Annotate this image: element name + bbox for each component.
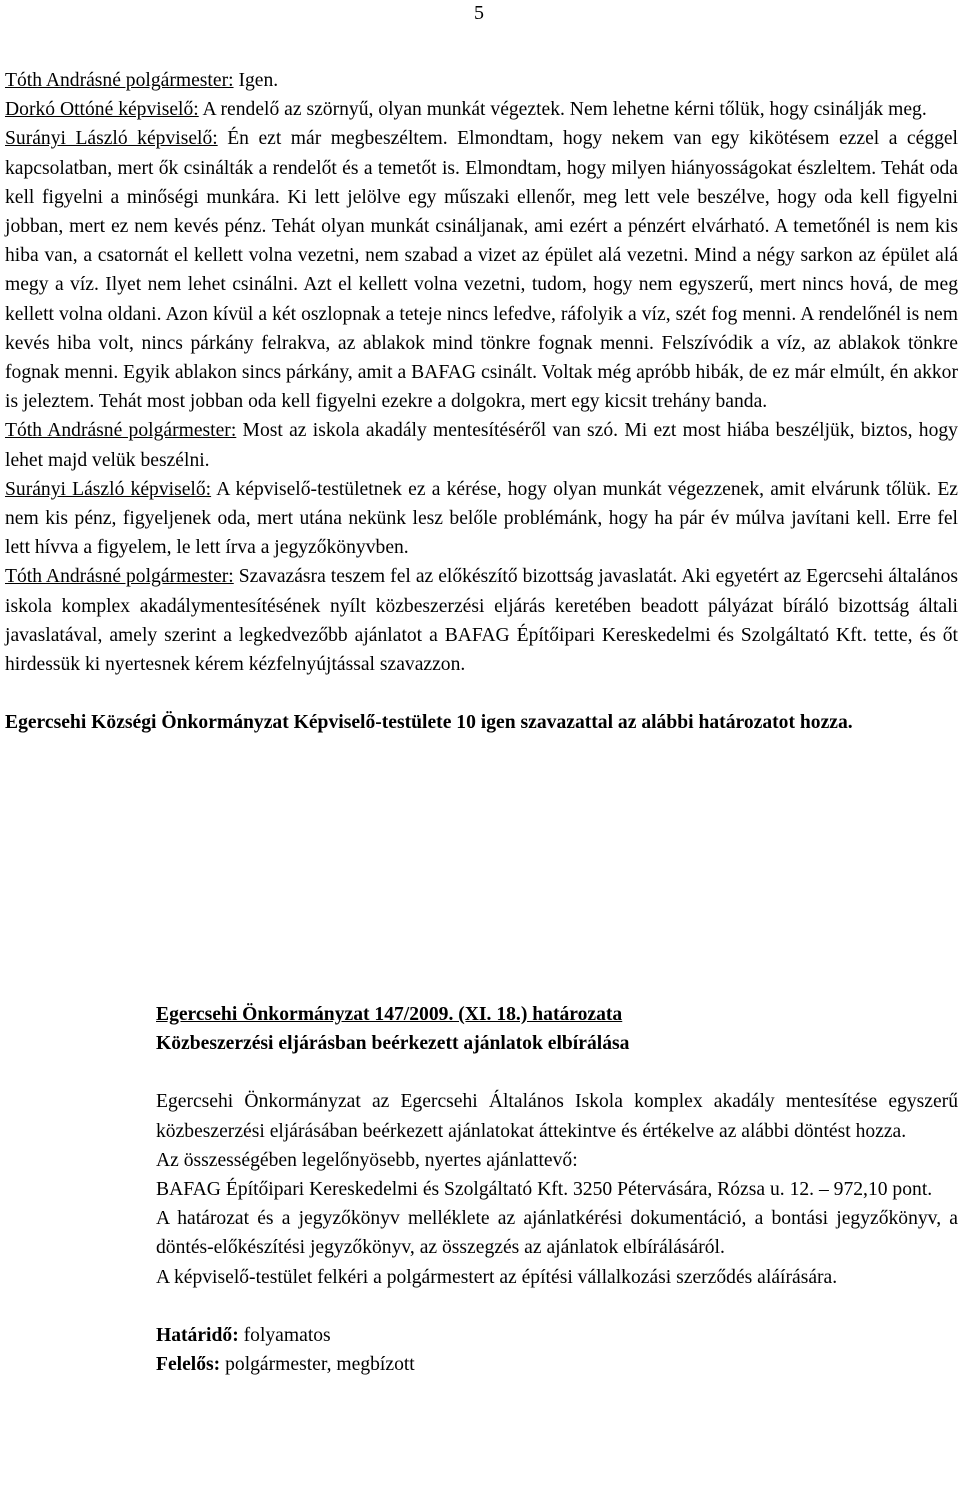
speaker-name: Tóth Andrásné polgármester: — [5, 420, 237, 442]
page-number: 5 — [474, 2, 484, 24]
deadline-label: Határidő: — [156, 1324, 239, 1346]
speech-text: A rendelő az szörnyű, olyan munkát végeztek. Nem lehetne kérni tőlük, hogy csinálják meg. — [198, 99, 927, 121]
speaker-name: Surányi László képviselő: — [5, 128, 218, 150]
responsible-label: Felelős: — [156, 1354, 221, 1376]
resolution-subtitle: Közbeszerzési eljárásban beérkezett ajánlatok elbírálása — [156, 1033, 630, 1055]
speaker-name: Tóth Andrásné polgármester: — [5, 70, 234, 91]
resolution-paragraph: A képviselő-testület felkéri a polgármestert az építési vállalkozási szerződés aláírására. — [156, 1266, 838, 1288]
deadline-value: folyamatos — [238, 1324, 331, 1346]
paragraph-mayor-1 — [5, 66, 958, 95]
resolution-block — [156, 1000, 958, 1379]
speaker-name: Dorkó Ottóné képviselő: — [5, 99, 199, 121]
speaker-name: Surányi László képviselő: — [5, 478, 212, 500]
speech-text: Most az iskola akadály mentesítéséről van szó. Mi ezt most hiába beszéljük, biztos, hogy lehet majd velük beszélni. — [5, 420, 958, 471]
speech-text: Én ezt már megbeszéltem. Elmondtam, hogy nekem van egy kikötésem ezzel a céggel kapcsolatban, mert ők csinálták a rendelőt és a temetőt is. Elmondtam, hogy milyen hiányosságokat észleltem. Tehát oda kell figyelni a minőségi munkára. Ki lett jelölve egy műszaki ellenőr, meg lett vele beszélve, hogy oda kell figyelni jobban, mert ez nem kevés pénz. Tehát olyan munkát csináljanak, ami ezért a pénzért elvárható. A temetőnél is nem kis hiba van, a csatornát el kellett volna vezetni, nem szabad a vizet az épület alá vezetni. Mind a négy sarkon az épület alá megy a víz. Ilyet nem lehet csinálni. Azt el kellett volna vezetni, tudom, hogy nem egyszerű, mert nincs hová, de meg kellett volna oldani. Azon kívül a két oszlopnak a teteje nincs lefedve, ráfolyik a víz, szét fog menni. A rendelőnél is nem kevés hiba volt, nincs párkány felrakva, az ablakok mind tönkre fognak menni. Felszívódik a víz, az ablakok tönkre fognak menni. Egyik ablakon sincs párkány, amit a BAFAG csinált. Voltak még apróbb hibák, de ez már elmúlt, én akkor is jeleztem. Tehát most jobban oda kell figyelni ezekre a dolgokra, mert egy kicsit trehány banda. — [5, 128, 959, 413]
resolution-paragraph: Az összességében legelőnyösebb, nyertes ajánlattevő: — [156, 1149, 578, 1171]
speech-text: Szavazásra teszem fel az előkészítő bizottság javaslatát. Aki egyetért az Egercsehi általános iskola komplex akadálymentesítésének nyílt közbeszerzési eljárás keretében beadott pályázat bíráló bizottság általi javaslatával, amely szerint a legkedvezőbb ajánlatot a BAFAG Építőipari Kereskedelmi és Szolgáltató Kft. tette, és őt hirdessük ki nyertesnek kérem kézfelnyújtással szavazzon. — [5, 566, 958, 676]
resolution-paragraph: BAFAG Építőipari Kereskedelmi és Szolgáltató Kft. 3250 Pétervására, Rózsa u. 12. – 972,10 pont. — [156, 1179, 933, 1201]
paragraph-mayor-2 — [5, 416, 958, 474]
vote-statement: Egercsehi Községi Önkormányzat Képviselő-testülete 10 igen szavazattal az alábbi határozatot hozza. — [5, 712, 853, 734]
resolution-paragraph: Egercsehi Önkormányzat az Egercsehi Általános Iskola komplex akadály mentesítése egyszerű közbeszerzési eljárásában beérkezett ajánlatokat áttekintve és értékelve az alábbi döntést hozza. — [156, 1091, 958, 1142]
paragraph-suranyi-1 — [5, 124, 958, 416]
speaker-name: Tóth Andrásné polgármester: — [5, 566, 234, 588]
speech-text: A képviselő-testületnek ez a kérése, hogy olyan munkát végezzenek, amit elvárunk tőlük. Ez nem kis pénz, figyeljenek oda, mert utána nekünk lesz belőle problémánk, hogy ha pár év múlva javítani kell. Erre fel lett hívva a figyelem, le lett írva a jegyzőkönyvben. — [5, 478, 958, 559]
deadline-line — [156, 1321, 958, 1350]
paragraph-mayor-3 — [5, 562, 958, 679]
paragraph-suranyi-2 — [5, 475, 958, 563]
resolution-paragraph: A határozat és a jegyzőkönyv melléklete az ajánlatkérési dokumentáció, a bontási jegyzőkönyv, a döntés-előkészítési jegyzőkönyv, az összegzés az ajánlatok elbírálásáról. — [156, 1208, 958, 1259]
responsible-line — [156, 1350, 958, 1379]
responsible-value: polgármester, megbízott — [220, 1354, 415, 1376]
minutes-body — [5, 66, 958, 737]
resolution-title: Egercsehi Önkormányzat 147/2009. (XI. 18.) határozata — [156, 1004, 623, 1025]
speech-text: Igen. — [233, 70, 279, 91]
paragraph-dorko — [5, 95, 958, 124]
